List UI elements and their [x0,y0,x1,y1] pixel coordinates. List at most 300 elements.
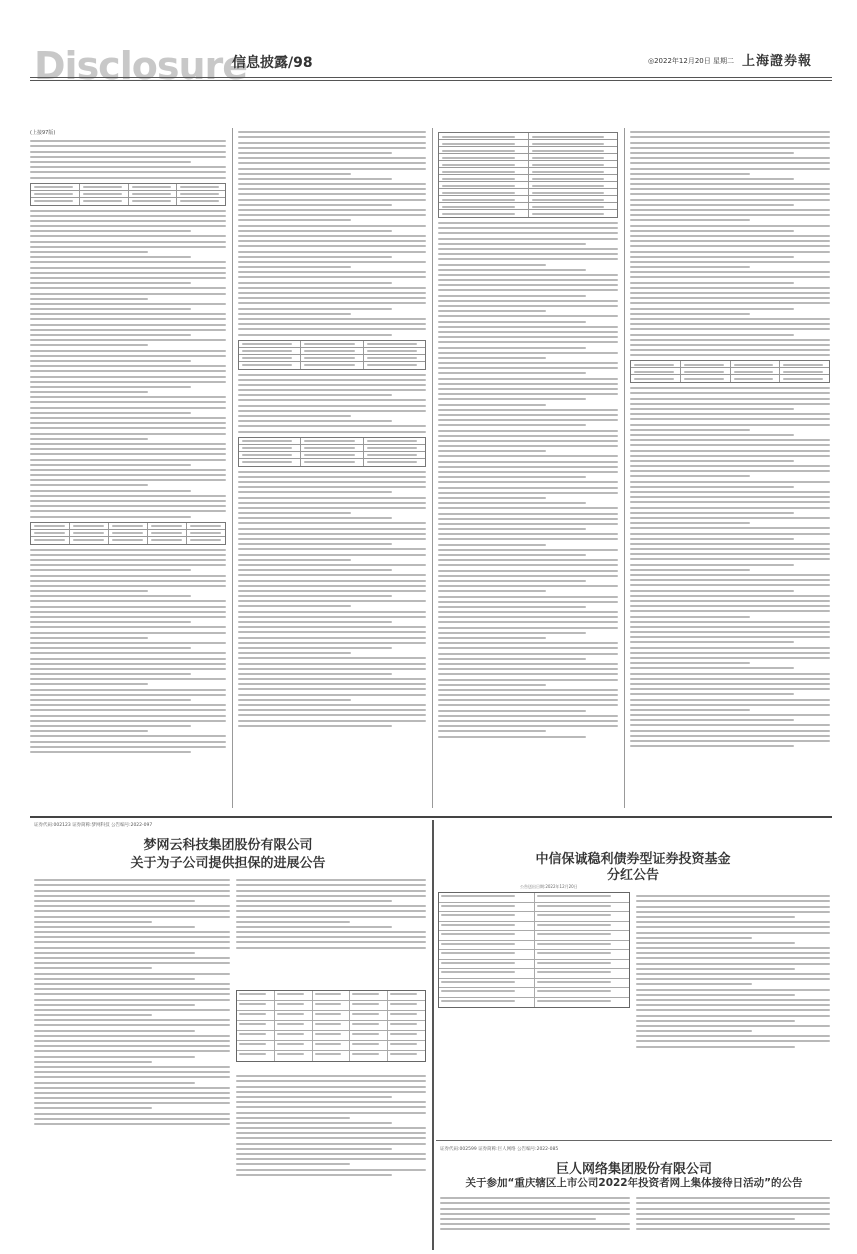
table-row [31,530,225,537]
table-row [439,210,617,217]
section-divider [436,1140,832,1141]
text-line [438,689,618,691]
text-line [636,1046,795,1048]
text-line [438,414,618,416]
text-line [30,730,148,732]
table-cell [535,912,630,921]
text-line [636,1218,795,1220]
text-line [236,916,426,918]
text-line [34,978,195,980]
text-column-br [636,892,830,1132]
text-line [236,1086,426,1088]
table-cell [364,459,425,466]
table-row [631,368,829,375]
text-line [30,140,226,142]
text-line [630,271,830,273]
text-line [438,264,546,266]
text-line [30,360,191,362]
text-line [630,605,830,607]
text-line [30,564,226,566]
text-line [238,136,426,138]
text-line [238,605,351,607]
table-cell [239,438,301,444]
column-body [630,387,830,747]
text-line [238,699,351,701]
text-line [630,652,830,654]
text-line [438,341,618,343]
text-line [438,321,586,323]
table-row [31,184,225,191]
table-row [439,182,617,189]
text-line [636,968,795,970]
guarantee-table [236,990,426,1062]
text-line [30,652,226,654]
table-cell [109,530,148,536]
text-line [636,906,830,908]
text-line [630,214,830,216]
table-cell [535,969,630,978]
text-line [30,246,226,248]
table-cell [439,893,535,902]
text-line [238,522,426,524]
table-cell [109,523,148,529]
text-line [238,183,426,185]
table-row [631,375,829,382]
table-cell [237,1021,275,1030]
section-divider [30,816,832,818]
text-line [438,647,618,649]
text-line [438,227,618,229]
table-cell [313,1021,351,1030]
text-line [34,884,230,886]
text-line [238,507,426,509]
table-cell [535,941,630,950]
column-body [238,131,426,335]
text-line [630,662,750,664]
table-row [439,922,629,932]
text-line [630,334,794,336]
table-cell [439,912,535,921]
text-line [630,558,830,560]
announcement-title: 关于为子公司提供担保的进展公告 [130,856,326,871]
text-line [630,240,830,242]
text-line [34,973,230,975]
text-line [630,465,830,467]
table-cell [388,1051,425,1061]
text-line [236,1106,426,1108]
text-line [630,693,794,695]
text-line [34,1123,230,1125]
text-line [630,162,830,164]
table-cell [731,368,781,374]
text-line [630,328,830,330]
table-cell [439,175,529,181]
text-line [30,569,191,571]
text-line [636,1208,830,1210]
text-line [34,952,195,954]
text-line [236,1169,426,1171]
text-line [30,611,226,613]
table-row [439,154,617,161]
text-line [34,1030,195,1032]
text-line [238,261,426,263]
table-cell [439,931,535,940]
column-divider [432,128,433,808]
text-line [636,1223,830,1225]
data-table [630,360,830,383]
text-line [630,486,794,488]
text-line [630,297,830,299]
text-line [630,667,794,669]
table-cell [529,140,618,146]
text-line [238,282,392,284]
text-line [30,161,191,163]
table-cell [529,210,618,217]
table-cell [439,979,535,988]
text-line [636,911,830,913]
text-line [34,916,230,918]
text-line [30,590,148,592]
page-title: 信息披露/98 [232,55,313,71]
text-line [630,481,830,483]
table-cell [31,198,80,205]
text-line [34,1024,230,1026]
text-line [30,220,226,222]
text-line [630,714,830,716]
section-wordmark: Disclosure [34,44,248,88]
text-line [630,188,830,190]
text-line [630,595,830,597]
text-line [34,926,195,928]
data-table [238,340,426,370]
text-line [630,470,830,472]
text-line [30,298,148,300]
text-line [630,392,830,394]
text-line [30,663,226,665]
text-line [438,362,618,364]
text-line [238,230,392,232]
table-row [237,1001,425,1011]
text-line [438,679,618,681]
table-cell [80,198,129,205]
masthead-rule [30,77,832,78]
text-line [34,947,230,949]
fund-name: 中信保诚稳利债券型证券投资基金 [535,852,731,867]
table-cell [731,375,781,382]
table-cell [301,355,363,361]
announcement-date: 公告送出日期:2022年12月20日 [520,884,578,889]
text-line [30,277,226,279]
text-line [438,497,546,499]
text-line [438,409,618,411]
text-line [30,621,191,623]
text-line [630,256,794,258]
text-line [30,235,226,237]
text-line [438,326,618,328]
text-line [630,313,750,315]
table-cell [177,184,225,190]
text-line [238,225,426,227]
text-line [238,240,426,242]
table-row [439,140,617,147]
text-line [630,584,830,586]
text-line [630,719,794,721]
text-line [438,419,618,421]
text-line [630,522,750,524]
text-line [630,193,830,195]
text-line [30,438,148,440]
text-line [238,652,351,654]
text-line [438,445,618,447]
text-line [236,936,426,938]
text-line [238,292,426,294]
table-cell [301,362,363,369]
text-line [30,704,226,706]
text-line [630,579,830,581]
text-line [238,574,426,576]
text-line [630,740,830,742]
table-cell [439,210,529,217]
text-line [34,1050,230,1052]
text-line [30,668,226,670]
table-cell [535,922,630,931]
table-row [237,991,425,1001]
text-line [438,222,618,224]
table-cell [31,184,80,190]
table-cell [388,1041,425,1050]
text-line [438,575,618,577]
text-line [30,606,226,608]
text-line [34,895,230,897]
text-line [630,403,830,405]
column-body [30,140,226,178]
table-cell [148,530,187,536]
text-line [636,932,830,934]
issue-date: ◎2022年12月20日 星期二 [648,57,734,65]
table-cell [313,1041,351,1050]
text-line [630,574,830,576]
text-line [438,710,586,712]
column-body [438,222,618,738]
text-line [438,507,618,509]
table-cell [535,931,630,940]
text-line [438,471,618,473]
text-line [238,600,426,602]
text-line [636,973,830,975]
table-cell [177,198,225,205]
text-line [438,653,618,655]
table-cell [301,445,363,451]
text-line [238,328,426,330]
text-line [438,357,546,359]
text-line [438,704,618,706]
text-line [438,258,618,260]
text-line [34,1019,230,1021]
text-line [440,1197,630,1199]
text-line [238,694,426,696]
masthead [0,0,857,92]
text-line [630,413,830,415]
table-row [439,941,629,951]
table-cell [239,459,301,466]
table-row [439,912,629,922]
table-row [239,348,425,355]
text-line [630,496,830,498]
text-line [438,523,618,525]
text-line [438,383,618,385]
table-cell [529,203,618,209]
text-line [236,910,426,912]
text-line [630,564,794,566]
table-cell [439,133,529,139]
text-line [438,269,586,271]
text-line [30,171,226,173]
text-line [438,720,618,722]
column-divider [624,128,625,808]
text-line [438,248,618,250]
text-line [630,735,830,737]
text-line [34,1102,230,1104]
table-cell [275,991,313,1000]
text-column-bl1 [34,876,230,1246]
text-line [30,741,226,743]
column-body [238,374,426,433]
text-line [238,502,426,504]
table-cell [529,189,618,195]
text-line [630,548,830,550]
table-cell [388,1021,425,1030]
text-line [30,293,226,295]
text-line [630,631,830,633]
table-cell [350,1041,388,1050]
table-cell [780,361,829,367]
text-line [34,957,230,959]
table-cell [439,189,529,195]
text-line [630,173,750,175]
text-line [440,1223,630,1225]
text-line [438,736,586,738]
table-cell [177,191,225,197]
text-line [30,505,226,507]
text-line [238,668,426,670]
table-cell [439,182,529,188]
text-line [238,287,426,289]
table-cell [313,991,351,1000]
table-cell [70,537,109,544]
text-column-2 [238,128,426,808]
text-line [438,440,618,442]
text-line [238,173,351,175]
table-cell [239,355,301,361]
text-line [238,313,351,315]
text-line [30,401,226,403]
text-line [438,518,618,520]
text-line [34,1071,230,1073]
column-body [630,131,830,356]
table-row [31,537,225,544]
table-cell [301,348,363,354]
text-line [238,251,426,253]
table-cell [631,375,681,382]
table-cell [731,361,781,367]
text-column-4 [630,128,830,808]
text-line [630,533,830,535]
text-line [438,455,618,457]
text-column-bl2 [236,876,426,986]
text-line [438,596,618,598]
text-line [636,1197,830,1199]
text-line [34,941,230,943]
text-line [630,344,830,346]
text-line [30,261,226,263]
table-cell [364,362,425,369]
text-line [636,1213,830,1215]
table-cell [237,1011,275,1020]
text-line [238,548,426,550]
text-line [440,1213,630,1215]
table-cell [129,184,178,190]
table-cell [535,893,630,902]
table-cell [439,998,535,1008]
stock-code-line: 证券代码:002123 证券简称:梦网科技 公告编号:2022-097 [34,823,153,828]
table-cell [535,960,630,969]
text-line [630,219,750,221]
text-line [30,376,226,378]
text-line [636,1228,830,1230]
text-line [238,663,426,665]
table-cell [439,922,535,931]
text-line [238,209,426,211]
text-line [30,156,226,158]
text-line [236,1080,426,1082]
text-line [238,131,426,133]
text-line [440,1208,630,1210]
table-cell [350,1031,388,1040]
text-line [238,688,426,690]
text-line [238,379,426,381]
text-line [34,1056,195,1058]
table-cell [313,1051,351,1061]
text-line [30,365,226,367]
table-row [239,445,425,452]
text-line [30,516,191,518]
text-line [30,427,226,429]
table-cell [364,438,425,444]
text-line [238,595,392,597]
table-cell [439,147,529,153]
table-cell [275,1011,313,1020]
text-line [30,177,226,179]
text-line [30,474,226,476]
text-line [636,957,830,959]
text-line [238,569,392,571]
table-row [439,969,629,979]
text-line [438,336,618,338]
table-cell [275,1001,313,1010]
masthead-rule [30,80,832,81]
text-line [236,931,426,933]
text-line [30,751,191,753]
text-line [30,469,226,471]
text-line [30,151,226,153]
table-cell [275,1051,313,1061]
table-cell [129,198,178,205]
text-line [636,1030,752,1032]
text-line [34,879,230,881]
text-line [630,183,830,185]
table-cell [529,161,618,167]
table-row [237,1011,425,1021]
